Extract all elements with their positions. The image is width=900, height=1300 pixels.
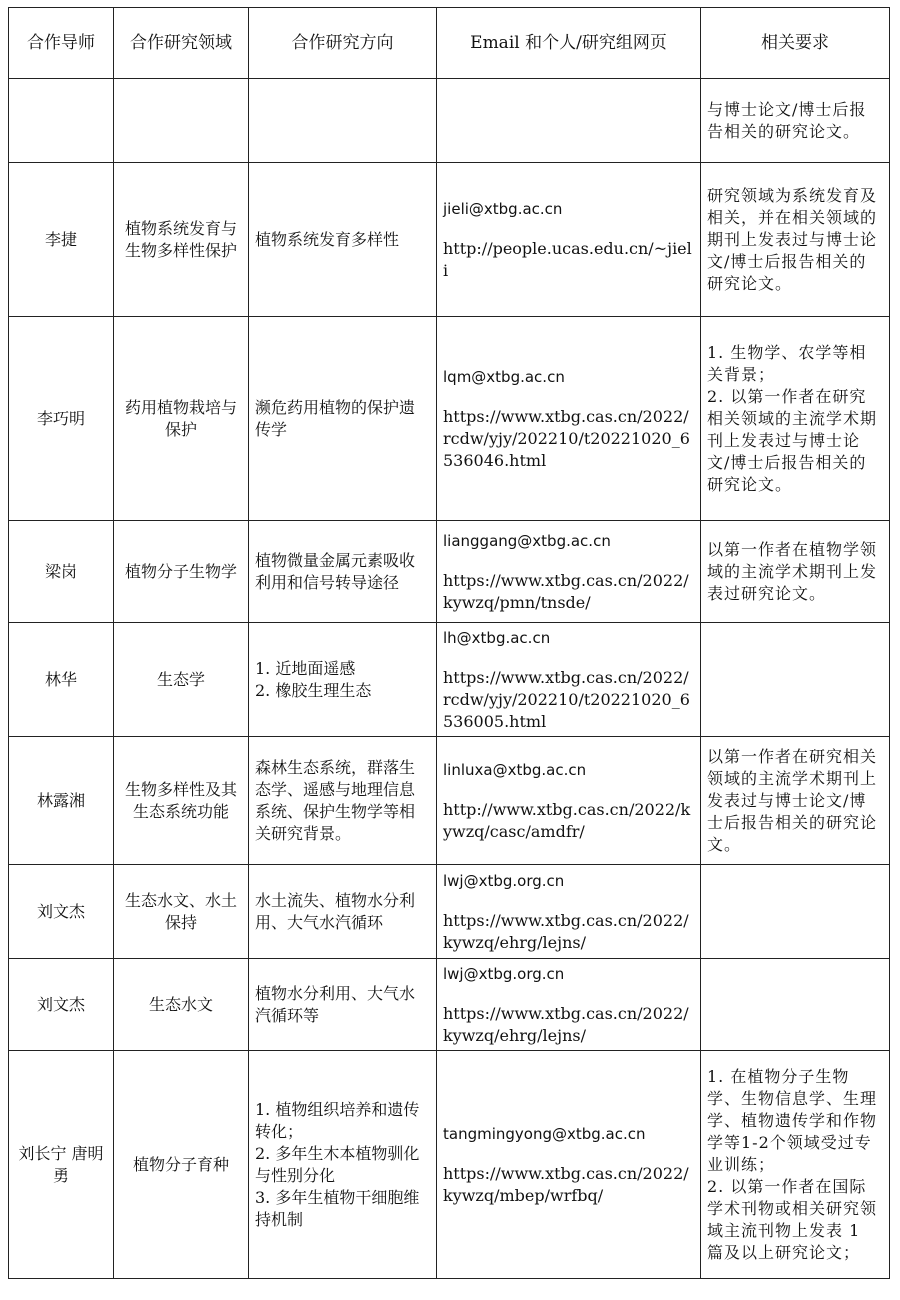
email-link[interactable]: lqm@xtbg.ac.cn <box>443 367 565 386</box>
field-cell: 药用植物栽培与保护 <box>114 317 249 521</box>
email-link[interactable]: linluxa@xtbg.ac.cn <box>443 760 587 779</box>
table-row <box>9 521 890 623</box>
table-row <box>9 737 890 865</box>
requirements-cell <box>701 737 890 865</box>
webpage-link[interactable]: https://www.xtbg.cas.cn/2022/kywzq/pmn/tnsde/ <box>443 570 689 612</box>
webpage-link[interactable]: https://www.xtbg.cas.cn/2022/kywzq/mbep/wrfbq/ <box>443 1163 689 1205</box>
direction-cell <box>249 317 437 521</box>
requirement-item: 研究领域为系统发育及相关，并在相关领域的期刊上发表过与博士论文/博士后报告相关的研究论文。 <box>707 185 878 293</box>
table-row <box>9 865 890 959</box>
requirement-item: 1. 生物学、农学等相关背景； <box>707 342 867 384</box>
supervisor-table <box>8 7 890 1279</box>
supervisor-cell: 梁岗 <box>9 521 114 623</box>
contact-cell <box>437 959 701 1051</box>
contact-cell <box>437 317 701 521</box>
requirements-cell <box>701 959 890 1051</box>
contact-cell <box>437 79 701 163</box>
direction-cell <box>249 521 437 623</box>
contact-cell <box>437 623 701 737</box>
field-cell: 生态学 <box>114 623 249 737</box>
field-cell: 植物系统发育与生物多样性保护 <box>114 163 249 317</box>
header-supervisor: 合作导师 <box>9 8 114 79</box>
requirements-cell <box>701 79 890 163</box>
table-row <box>9 79 890 163</box>
email-link[interactable]: jieli@xtbg.ac.cn <box>443 199 563 218</box>
direction-cell <box>249 959 437 1051</box>
supervisor-cell: 刘文杰 <box>9 865 114 959</box>
direction-item: 3. 多年生植物干细胞维持机制 <box>255 1187 420 1229</box>
requirement-item: 以第一作者在植物学领域的主流学术期刊上发表过研究论文。 <box>707 539 878 603</box>
direction-item: 1. 近地面遥感 <box>255 658 356 678</box>
direction-item: 植物系统发育多样性 <box>255 229 400 249</box>
requirements-cell <box>701 317 890 521</box>
table-header-row <box>9 8 890 79</box>
direction-item: 水土流失、植物水分利用、大气水汽循环 <box>255 890 416 932</box>
direction-item: 植物微量金属元素吸收利用和信号转导途径 <box>255 550 416 592</box>
direction-item: 濒危药用植物的保护遗传学 <box>255 397 416 439</box>
email-link[interactable]: lwj@xtbg.org.cn <box>443 964 565 983</box>
direction-cell <box>249 737 437 865</box>
direction-item: 2. 多年生木本植物驯化与性别分化 <box>255 1143 420 1185</box>
table-row <box>9 959 890 1051</box>
supervisor-cell: 林华 <box>9 623 114 737</box>
table-row <box>9 1051 890 1279</box>
webpage-link[interactable]: https://www.xtbg.cas.cn/2022/kywzq/ehrg/lejns/ <box>443 910 689 952</box>
header-field: 合作研究领域 <box>114 8 249 79</box>
requirements-cell <box>701 163 890 317</box>
header-direction: 合作研究方向 <box>249 8 437 79</box>
email-link[interactable]: lwj@xtbg.org.cn <box>443 871 565 890</box>
supervisor-cell: 林露湘 <box>9 737 114 865</box>
contact-cell <box>437 163 701 317</box>
supervisor-cell: 刘长宁 唐明勇 <box>9 1051 114 1279</box>
field-cell: 生态水文、水土保持 <box>114 865 249 959</box>
contact-cell <box>437 521 701 623</box>
requirement-item: 1. 在植物分子生物学、生物信息学、生理学、植物遗传学和作物学等1-2个领域受过专业训练； <box>707 1066 878 1174</box>
webpage-link[interactable]: http://www.xtbg.cas.cn/2022/kywzq/casc/amdfr/ <box>443 799 691 841</box>
table-row <box>9 317 890 521</box>
email-link[interactable]: lh@xtbg.ac.cn <box>443 628 551 647</box>
table-row <box>9 623 890 737</box>
webpage-link[interactable]: https://www.xtbg.cas.cn/2022/kywzq/ehrg/lejns/ <box>443 1003 689 1045</box>
requirements-cell <box>701 865 890 959</box>
requirement-item: 以第一作者在研究相关领域的主流学术期刊上发表过与博士论文/博士后报告相关的研究论文。 <box>707 746 878 854</box>
requirement-item: 2. 以第一作者在国际学术刊物或相关研究领域主流刊物上发表 1 篇及以上研究论文； <box>707 1176 878 1262</box>
webpage-link[interactable]: https://www.xtbg.cas.cn/2022/rcdw/yjy/202210/t20221020_6536046.html <box>443 406 690 470</box>
direction-cell <box>249 1051 437 1279</box>
requirements-cell <box>701 1051 890 1279</box>
webpage-link[interactable]: https://www.xtbg.cas.cn/2022/rcdw/yjy/202210/t20221020_6536005.html <box>443 667 690 731</box>
requirement-item: 2. 以第一作者在研究相关领域的主流学术期刊上发表过与博士论文/博士后报告相关的研究论文。 <box>707 386 878 494</box>
email-link[interactable]: lianggang@xtbg.ac.cn <box>443 531 611 550</box>
field-cell: 植物分子生物学 <box>114 521 249 623</box>
table-row <box>9 163 890 317</box>
supervisor-cell: 李捷 <box>9 163 114 317</box>
direction-cell <box>249 865 437 959</box>
supervisor-cell: 李巧明 <box>9 317 114 521</box>
direction-item: 森林生态系统，群落生态学、遥感与地理信息系统、保护生物学等相关研究背景。 <box>255 757 416 843</box>
requirement-item: 与博士论文/博士后报告相关的研究论文。 <box>707 99 867 141</box>
requirements-cell <box>701 623 890 737</box>
direction-cell <box>249 163 437 317</box>
contact-cell <box>437 737 701 865</box>
direction-item: 1. 植物组织培养和遗传转化； <box>255 1099 420 1141</box>
requirements-cell <box>701 521 890 623</box>
field-cell: 生物多样性及其生态系统功能 <box>114 737 249 865</box>
direction-cell <box>249 623 437 737</box>
direction-cell <box>249 79 437 163</box>
supervisor-cell <box>9 79 114 163</box>
contact-cell <box>437 865 701 959</box>
webpage-link[interactable]: http://people.ucas.edu.cn/~jieli <box>443 238 692 280</box>
field-cell: 生态水文 <box>114 959 249 1051</box>
direction-item: 植物水分利用、大气水汽循环等 <box>255 983 416 1025</box>
direction-item: 2. 橡胶生理生态 <box>255 680 372 700</box>
header-contact: Email 和个人/研究组网页 <box>437 8 701 79</box>
field-cell <box>114 79 249 163</box>
supervisor-cell: 刘文杰 <box>9 959 114 1051</box>
email-link[interactable]: tangmingyong@xtbg.ac.cn <box>443 1124 646 1143</box>
header-requirements: 相关要求 <box>701 8 890 79</box>
contact-cell <box>437 1051 701 1279</box>
table-body <box>9 79 890 1279</box>
field-cell: 植物分子育种 <box>114 1051 249 1279</box>
